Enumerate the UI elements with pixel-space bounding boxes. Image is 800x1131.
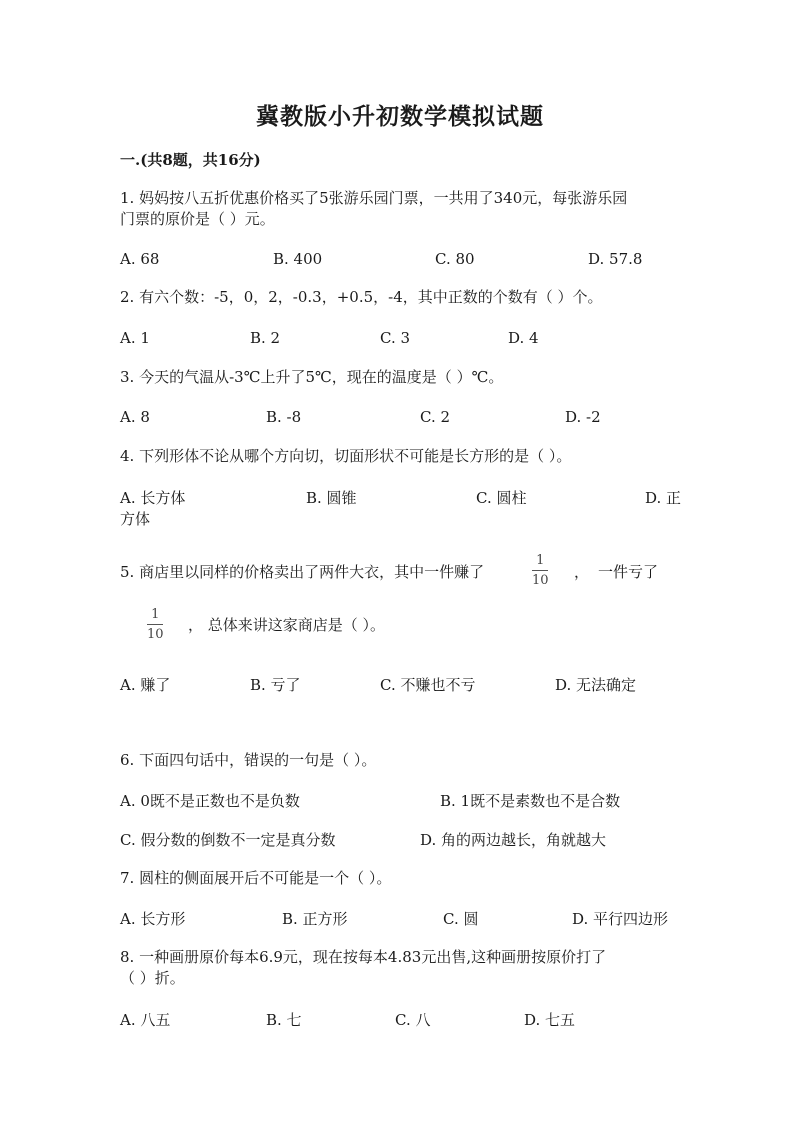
fraction-denominator: 10 — [147, 627, 164, 642]
page-title: 冀教版小升初数学模拟试题 — [256, 103, 544, 130]
question-3-option-c[interactable]: C. 2 — [420, 408, 451, 426]
question-8-option-a[interactable]: A. 八五 — [120, 1011, 171, 1029]
question-4-option-c[interactable]: C. 圆柱 — [476, 489, 527, 507]
question-6-option-d[interactable]: D. 角的两边越长，角就越大 — [420, 831, 607, 849]
question-4-option-d[interactable]: D. 正 — [645, 489, 682, 507]
question-8-line-1: 8. 一种画册原价每本6.9元，现在按每本4.83元出售,这种画册按原价打了 — [120, 948, 607, 966]
question-2-option-a[interactable]: A. 1 — [120, 329, 150, 347]
question-2-text: 2. 有六个数：-5，0，2，-0.3，+0.5，-4，其中正数的个数有（ ）个。 — [120, 288, 603, 306]
question-3-text: 3. 今天的气温从-3℃上升了5℃，现在的温度是（ ）℃。 — [120, 368, 504, 386]
question-7-option-b[interactable]: B. 正方形 — [282, 910, 348, 928]
question-2-option-d[interactable]: D. 4 — [508, 329, 539, 347]
question-8-line-2: （ ）折。 — [120, 969, 185, 987]
question-3-option-b[interactable]: B. -8 — [266, 408, 302, 426]
question-5-part-2: 一件亏了 — [598, 563, 659, 581]
question-3-option-d[interactable]: D. -2 — [565, 408, 601, 426]
question-4-text: 4. 下列形体不论从哪个方向切，切面形状不可能是长方形的是（ ）。 — [120, 447, 572, 465]
question-2-option-b[interactable]: B. 2 — [250, 329, 281, 347]
question-8-option-b[interactable]: B. 七 — [266, 1011, 302, 1029]
question-6-text: 6. 下面四句话中，错误的一句是（ ）。 — [120, 751, 377, 769]
fraction-numerator: 1 — [151, 607, 160, 622]
fraction-one-tenth-2 — [145, 607, 166, 642]
question-4-option-b[interactable]: B. 圆锥 — [306, 489, 357, 507]
question-3-option-a[interactable]: A. 8 — [120, 408, 150, 426]
question-7-option-c[interactable]: C. 圆 — [443, 910, 479, 928]
question-4-option-d-wrap: 方体 — [120, 510, 151, 528]
fraction-bar — [147, 624, 163, 625]
question-6-option-a[interactable]: A. 0既不是正数也不是负数 — [120, 792, 300, 810]
question-5-option-a[interactable]: A. 赚了 — [120, 676, 171, 694]
question-4-option-a[interactable]: A. 长方体 — [120, 489, 186, 507]
question-8-option-c[interactable]: C. 八 — [395, 1011, 431, 1029]
question-5-comma: ， — [574, 563, 590, 581]
question-7-text: 7. 圆柱的侧面展开后不可能是一个（ ）。 — [120, 869, 392, 887]
question-7-option-d[interactable]: D. 平行四边形 — [572, 910, 669, 928]
question-1-line-1: 1. 妈妈按八五折优惠价格买了5张游乐园门票，一共用了340元，每张游乐园 — [120, 189, 628, 207]
question-6-option-c[interactable]: C. 假分数的倒数不一定是真分数 — [120, 831, 336, 849]
question-8-option-d[interactable]: D. 七五 — [524, 1011, 576, 1029]
question-5-part-1: 5. 商店里以同样的价格卖出了两件大衣，其中一件赚了 — [120, 563, 485, 581]
section-heading: 一.(共8题，共16分) — [120, 151, 261, 169]
fraction-one-tenth-1 — [530, 553, 551, 588]
question-5-part-3: ， 总体来讲这家商店是（ ）。 — [188, 616, 386, 634]
question-7-option-a[interactable]: A. 长方形 — [120, 910, 186, 928]
question-1-option-c[interactable]: C. 80 — [435, 250, 475, 268]
question-1-option-b[interactable]: B. 400 — [273, 250, 323, 268]
question-5-option-b[interactable]: B. 亏了 — [250, 676, 301, 694]
question-1-line-2: 门票的原价是（ ）元。 — [120, 210, 275, 228]
question-5-option-d[interactable]: D. 无法确定 — [555, 676, 637, 694]
fraction-denominator: 10 — [532, 573, 549, 588]
question-2-option-c[interactable]: C. 3 — [380, 329, 411, 347]
fraction-numerator: 1 — [536, 553, 545, 568]
question-1-option-a[interactable]: A. 68 — [120, 250, 160, 268]
question-1-option-d[interactable]: D. 57.8 — [588, 250, 643, 268]
question-5-option-c[interactable]: C. 不赚也不亏 — [380, 676, 476, 694]
fraction-bar — [532, 570, 548, 571]
question-6-option-b[interactable]: B. 1既不是素数也不是合数 — [440, 792, 621, 810]
